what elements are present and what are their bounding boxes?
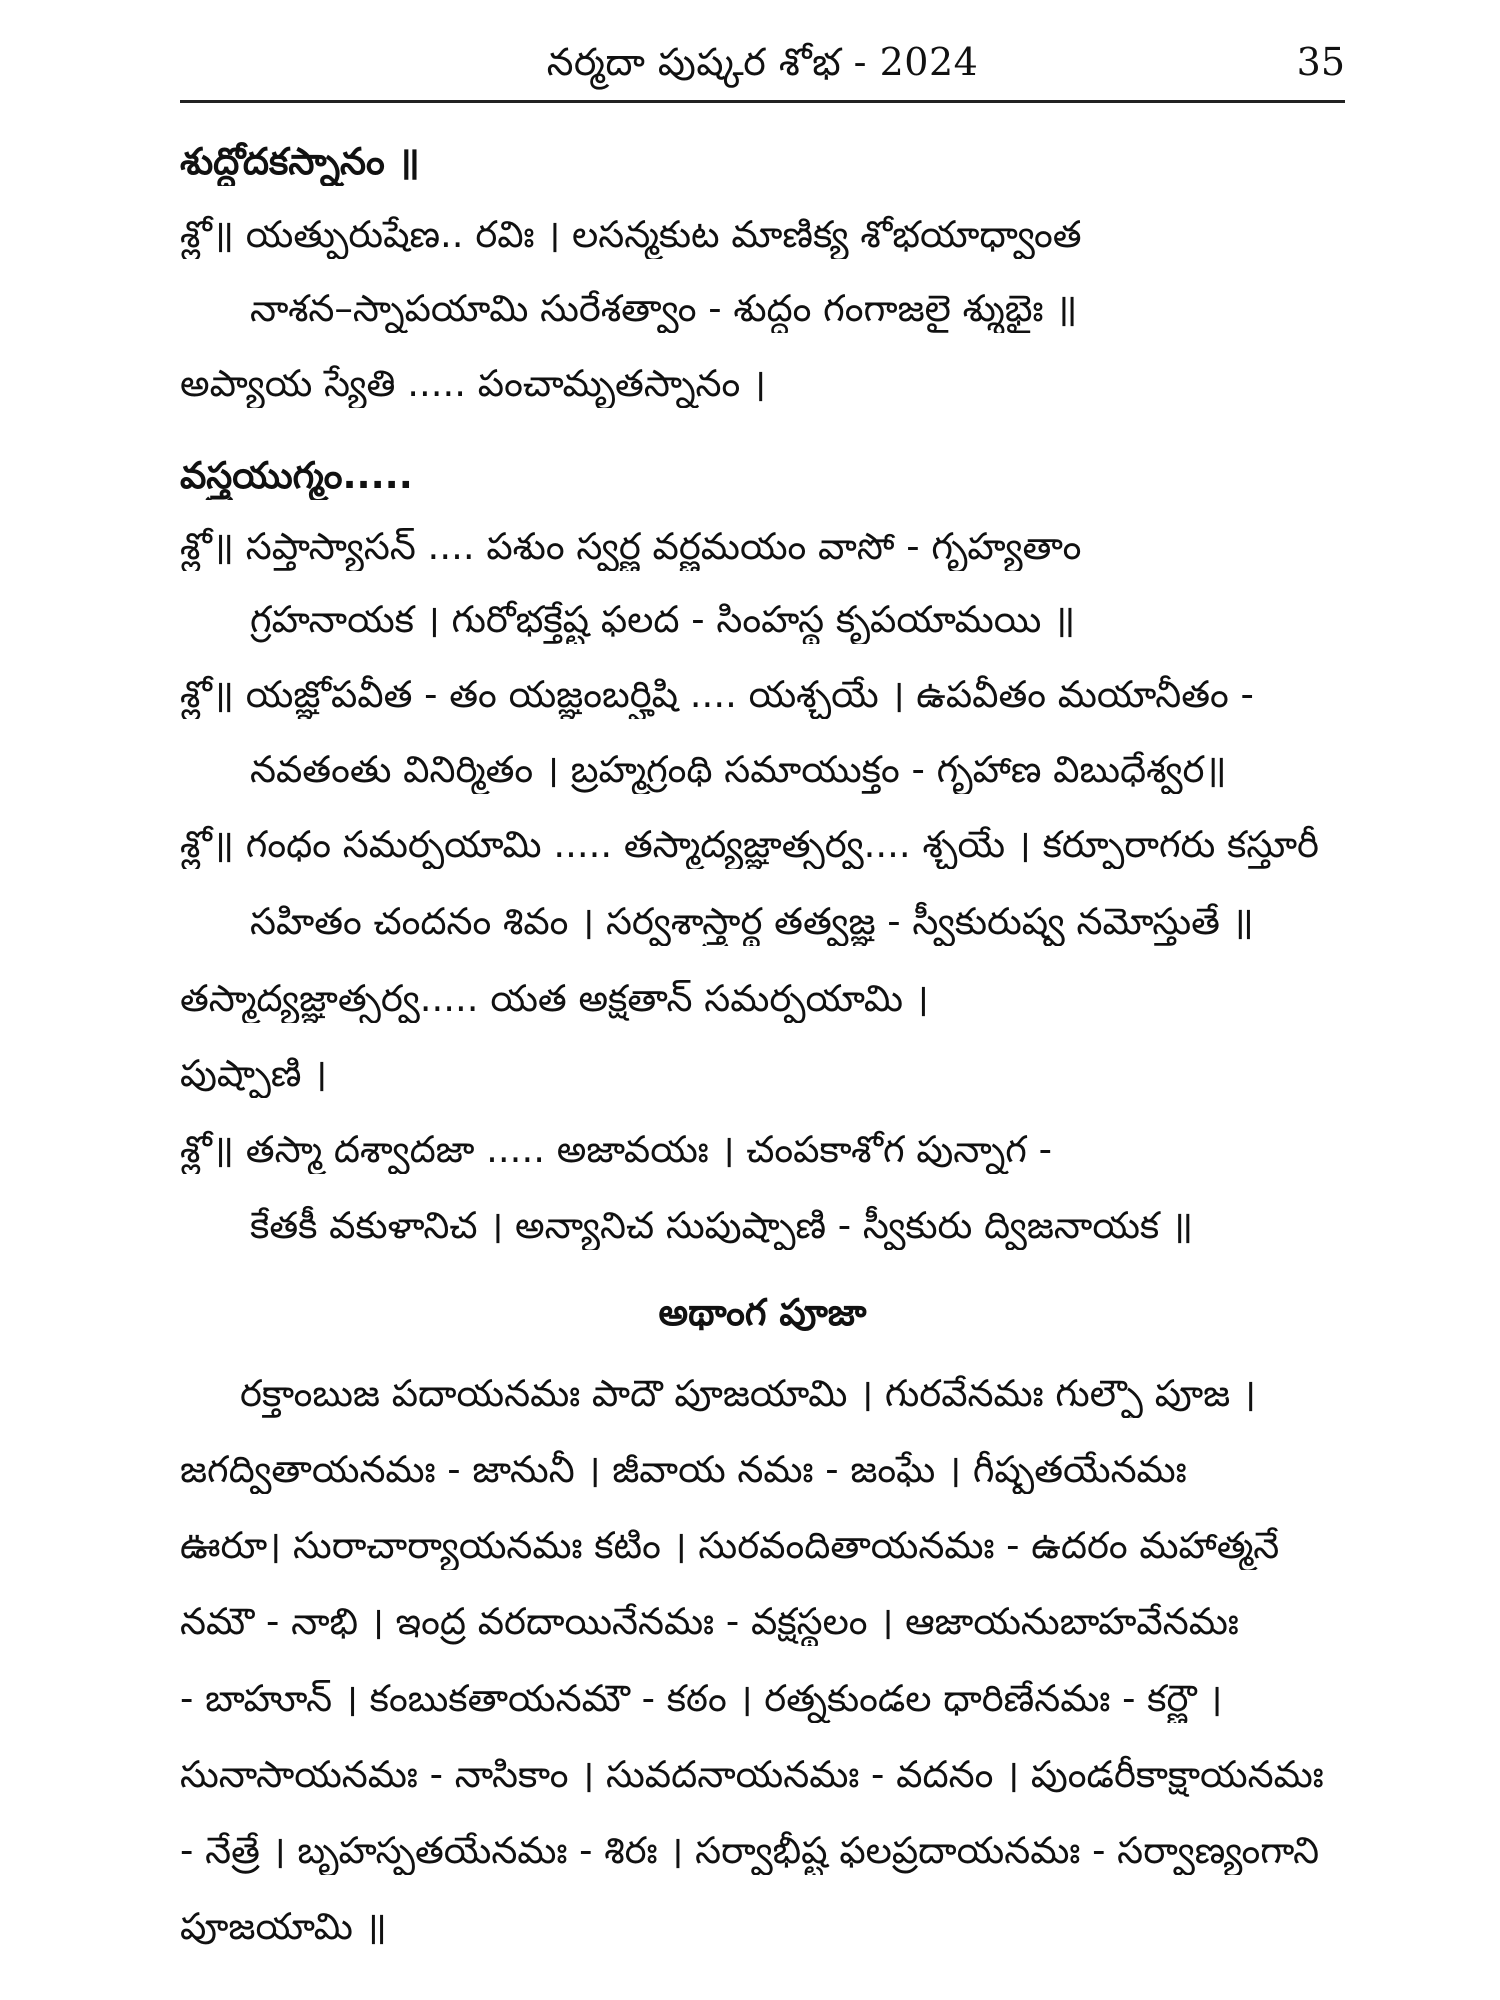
- text-line: పుష్పాణి ।: [180, 1052, 328, 1095]
- text-line: నవతంతు వినిర్మితం । బ్రహ్మగ్రంథి సమాయుక్తం - గృహాణ విబుధేశ్వర॥: [250, 748, 1227, 791]
- text-line: సునాసాయనమః - నాసికాం । సువదనాయనమః - వదనం । పుండరీకాక్షాయనమః: [180, 1753, 1324, 1796]
- header-rule: [180, 100, 1345, 103]
- text-line: నాశన–స్నాపయామి సురేశత్వాం - శుద్ధం గంగాజలై శ్శుభైః ॥: [250, 287, 1078, 330]
- text-line: అప్యాయ స్యేతి ..... పంచామృతస్నానం ।: [180, 362, 767, 405]
- text-line: శ్లో॥ తస్మా దశ్వాదజా ..... అజావయః । చంపకాశోగ పున్నాగ -: [180, 1128, 1052, 1171]
- section-heading-vastra: వస్త్రయుగ్మం.....: [180, 454, 413, 497]
- text-line: సహితం చందనం శివం । సర్వశాస్త్రార్థ తత్వజ్ఞ - స్వీకురుష్వ నమోస్తుతే ॥: [250, 900, 1254, 943]
- text-line: - బాహూన్ । కంబుకతాయనమౌ - కఠం । రత్నకుండల ధారిణేనమః - కర్ణౌ ।: [180, 1677, 1223, 1720]
- section-heading-shuddhodaka: శుద్ధోదకస్నానం ॥: [180, 140, 420, 183]
- page-number: 35: [1296, 40, 1345, 84]
- text-line: - నేత్రే । బృహస్పతయేనమః - శిరః । సర్వాభీష్ట ఫలప్రదాయనమః - సర్వాణ్యంగాని: [180, 1829, 1320, 1872]
- text-line: జగద్వితాయనమః - జానునీ । జీవాయ నమః - జంఘే । గీష్పతయేనమః: [180, 1448, 1187, 1491]
- text-line: రక్తాంబుజ పదాయనమః పాదౌ పూజయామి । గురవేనమః గుల్ఫౌ పూజ ।: [240, 1372, 1256, 1415]
- text-line: శ్లో॥ గంధం సమర్పయామి ..... తస్మాద్యజ్ఞాత్సర్వ.... శ్చయే । కర్పూరాగరు కస్తూరీ: [180, 823, 1319, 866]
- text-line: కేతకీ వకుళానిచ । అన్యానిచ సుపుష్పాణి - స్వీకురు ద్విజనాయక ॥: [250, 1204, 1194, 1247]
- page-header: [180, 36, 1345, 96]
- section-heading-athanga-pooja: అథాంగ పూజా: [658, 1291, 867, 1334]
- text-line: శ్లో॥ సప్తాస్యాసన్ .... పశుం స్వర్ణ వర్ణమయం వాసో - గృహ్యతాం: [180, 525, 1082, 568]
- text-line: తస్మాద్యజ్ఞాత్సర్వ..... యత అక్షతాన్ సమర్పయామి ।: [180, 977, 929, 1020]
- text-line: ఊరూ। సురాచార్యాయనమః కటిం । సురవందితాయనమః - ఉదరం మహాత్మనే: [180, 1524, 1280, 1567]
- text-line: గ్రహనాయక । గురోభక్తేష్ట ఫలద - సింహస్థ కృపయామయి ॥: [250, 598, 1076, 641]
- text-line: శ్లో॥ యత్పురుషేణ.. రవిః । లసన్మకుట మాణిక్య శోభయాధ్వాంత: [180, 213, 1082, 256]
- text-line: పూజయామి ॥: [180, 1905, 387, 1948]
- running-title: నర్మదా పుష్కర శోభ - 2024: [546, 40, 979, 84]
- text-line: శ్లో॥ యజ్ఞోపవీత - తం యజ్ఞంబర్హిషి .... యశ్చయే । ఉపవీతం మయానీతం -: [180, 673, 1254, 716]
- text-line: నమౌ - నాభి । ఇంద్ర వరదాయినేనమః - వక్షస్థలం । ఆజాయనుబాహవేనమః: [180, 1600, 1239, 1643]
